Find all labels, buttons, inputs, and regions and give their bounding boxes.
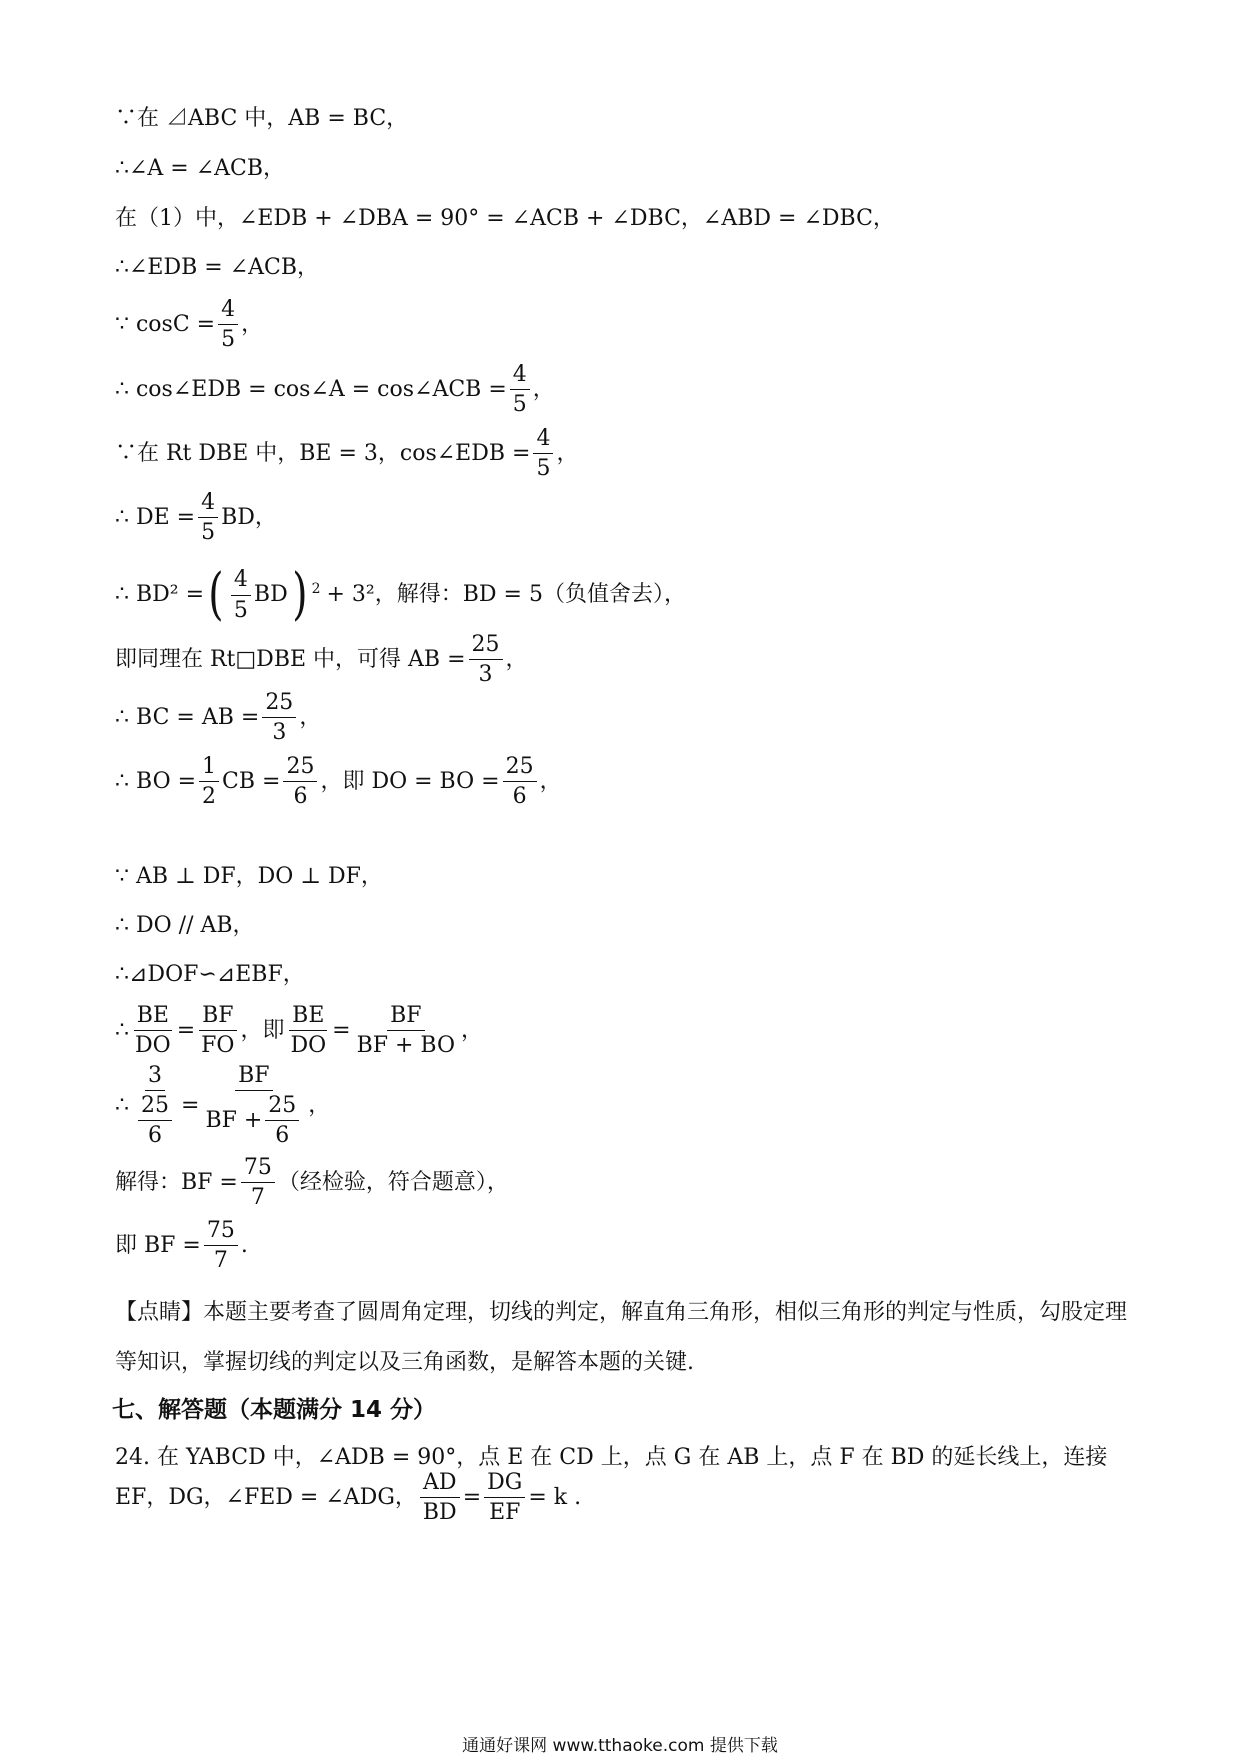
right-paren: ) <box>291 562 308 627</box>
fraction: $\frac{75}{7}$ <box>241 1156 275 1209</box>
solution-line-13: ∵ AB ⊥ DF，DO ⊥ DF， <box>115 864 383 889</box>
left-paren: ( <box>208 562 224 627</box>
solution-line-18: 解得：BF = $\frac{75}{7}$ （经检验，符合题意）， <box>115 1155 509 1211</box>
fraction: $\frac{25}{3}$ <box>469 633 503 686</box>
solution-line-10: 即同理在 Rt□DBE 中，可得 AB = $\frac{25}{3}$ ， <box>115 632 528 688</box>
fraction: $\frac{25}{6}$ <box>265 1094 299 1147</box>
solution-line-8: ∴ DE = $\frac{4}{5}$ BD， <box>115 490 277 546</box>
fraction: $\frac{4}{5}$ <box>533 427 553 480</box>
solution-line-15: ∴⊿DOF∽⊿EBF， <box>115 962 305 987</box>
solution-line-6: ∴ cos∠EDB = cos∠A = cos∠ACB = $\frac{4}{5}$ ， <box>115 362 555 418</box>
fraction: $\frac{DG}{EF}$ <box>484 1471 525 1524</box>
fraction: $\frac{BE}{DO}$ <box>290 1003 327 1059</box>
problem-line-1: 24. 在 YABCD 中，∠ADB = 90°，点 E 在 CD 上，点 G 在 AB 上，点 F 在 BD 的延长线上，连接 <box>115 1445 1108 1470</box>
solution-line-4: ∴∠EDB = ∠ACB， <box>115 255 320 280</box>
fraction: $\frac{4}{5}$ <box>231 568 251 621</box>
solution-line-9: ∴ BD² = ( $\frac{4}{5}$ BD ) $^2$ + 3²，解得：BD = 5（负值舍去）， <box>115 562 686 627</box>
fraction: $\frac{4}{5}$ <box>218 298 238 351</box>
fraction: $\frac{25}{3}$ <box>262 691 296 744</box>
exponent: 2 <box>311 581 321 597</box>
problem-line-2: EF，DG，∠FED = ∠ADG， $\frac{AD}{BD}$ = $\frac{DG}{EF}$ = k . <box>115 1470 582 1526</box>
fraction: $\frac{25}{6}$ <box>503 755 537 808</box>
solution-line-14: ∴ DO // AB， <box>115 913 255 938</box>
fraction: $\frac{BF}{BF + BO}$ <box>356 1003 456 1059</box>
fraction: $\frac{25}{6}$ <box>138 1094 172 1147</box>
solution-line-17: ∴ $\frac{3}{\frac{25}{6}}$ = BF BF + $\frac{25}{6}$ ， <box>115 1063 331 1149</box>
solution-line-11: ∴ BC = AB = $\frac{25}{3}$ ， <box>115 690 322 746</box>
solution-line-16: ∴ $\frac{BE}{DO}$ = $\frac{BF}{FO}$ ，即 $\frac{BE}{DO}$ = $\frac{BF}{BF + BO}$ ， <box>115 1003 484 1059</box>
solution-line-5: ∵ cosC = $\frac{4}{5}$ ， <box>115 297 264 353</box>
solution-line-12: ∴ BO = $\frac{1}{2}$ CB = $\frac{25}{6}$ ，即 DO = BO = $\frac{25}{6}$ ， <box>115 754 562 810</box>
solution-line-1: ∵在 ⊿ABC 中，AB = BC， <box>115 106 409 131</box>
fraction: $\frac{BF}{FO}$ <box>198 1004 237 1057</box>
comment-line-2: 等知识，掌握切线的判定以及三角函数，是解答本题的关键. <box>115 1350 694 1375</box>
solution-line-7: ∵在 Rt DBE 中，BE = 3，cos∠EDB = $\frac{4}{5}$ ， <box>115 426 579 482</box>
fraction: $\frac{4}{5}$ <box>510 363 530 416</box>
fraction: $\frac{4}{5}$ <box>198 491 218 544</box>
fraction: $\frac{1}{2}$ <box>199 755 219 808</box>
fraction: $\frac{AD}{BD}$ <box>420 1471 460 1524</box>
section-title: 七、解答题（本题满分 14 分） <box>112 1397 437 1423</box>
compound-fraction: BF BF + $\frac{25}{6}$ <box>202 1064 305 1147</box>
compound-fraction: $\frac{3}{\frac{25}{6}}$ <box>132 1064 178 1147</box>
page-footer: 通通好课网 www.tthaoke.com 提供下载 <box>462 1736 778 1756</box>
fraction: $\frac{BE}{DO}$ <box>135 1003 171 1059</box>
solution-line-19: 即 BF = $\frac{75}{7}$ . <box>115 1218 248 1274</box>
solution-line-2: ∴∠A = ∠ACB， <box>115 156 286 181</box>
solution-line-3: 在（1）中，∠EDB + ∠DBA = 90° = ∠ACB + ∠DBC，∠ABD = ∠DBC， <box>115 206 895 231</box>
comment-line-1: 【点睛】本题主要考查了圆周角定理，切线的判定，解直角三角形，相似三角形的判定与性质，勾股定理 <box>115 1300 1128 1325</box>
fraction: $\frac{75}{7}$ <box>204 1219 238 1272</box>
fraction: $\frac{25}{6}$ <box>283 755 317 808</box>
